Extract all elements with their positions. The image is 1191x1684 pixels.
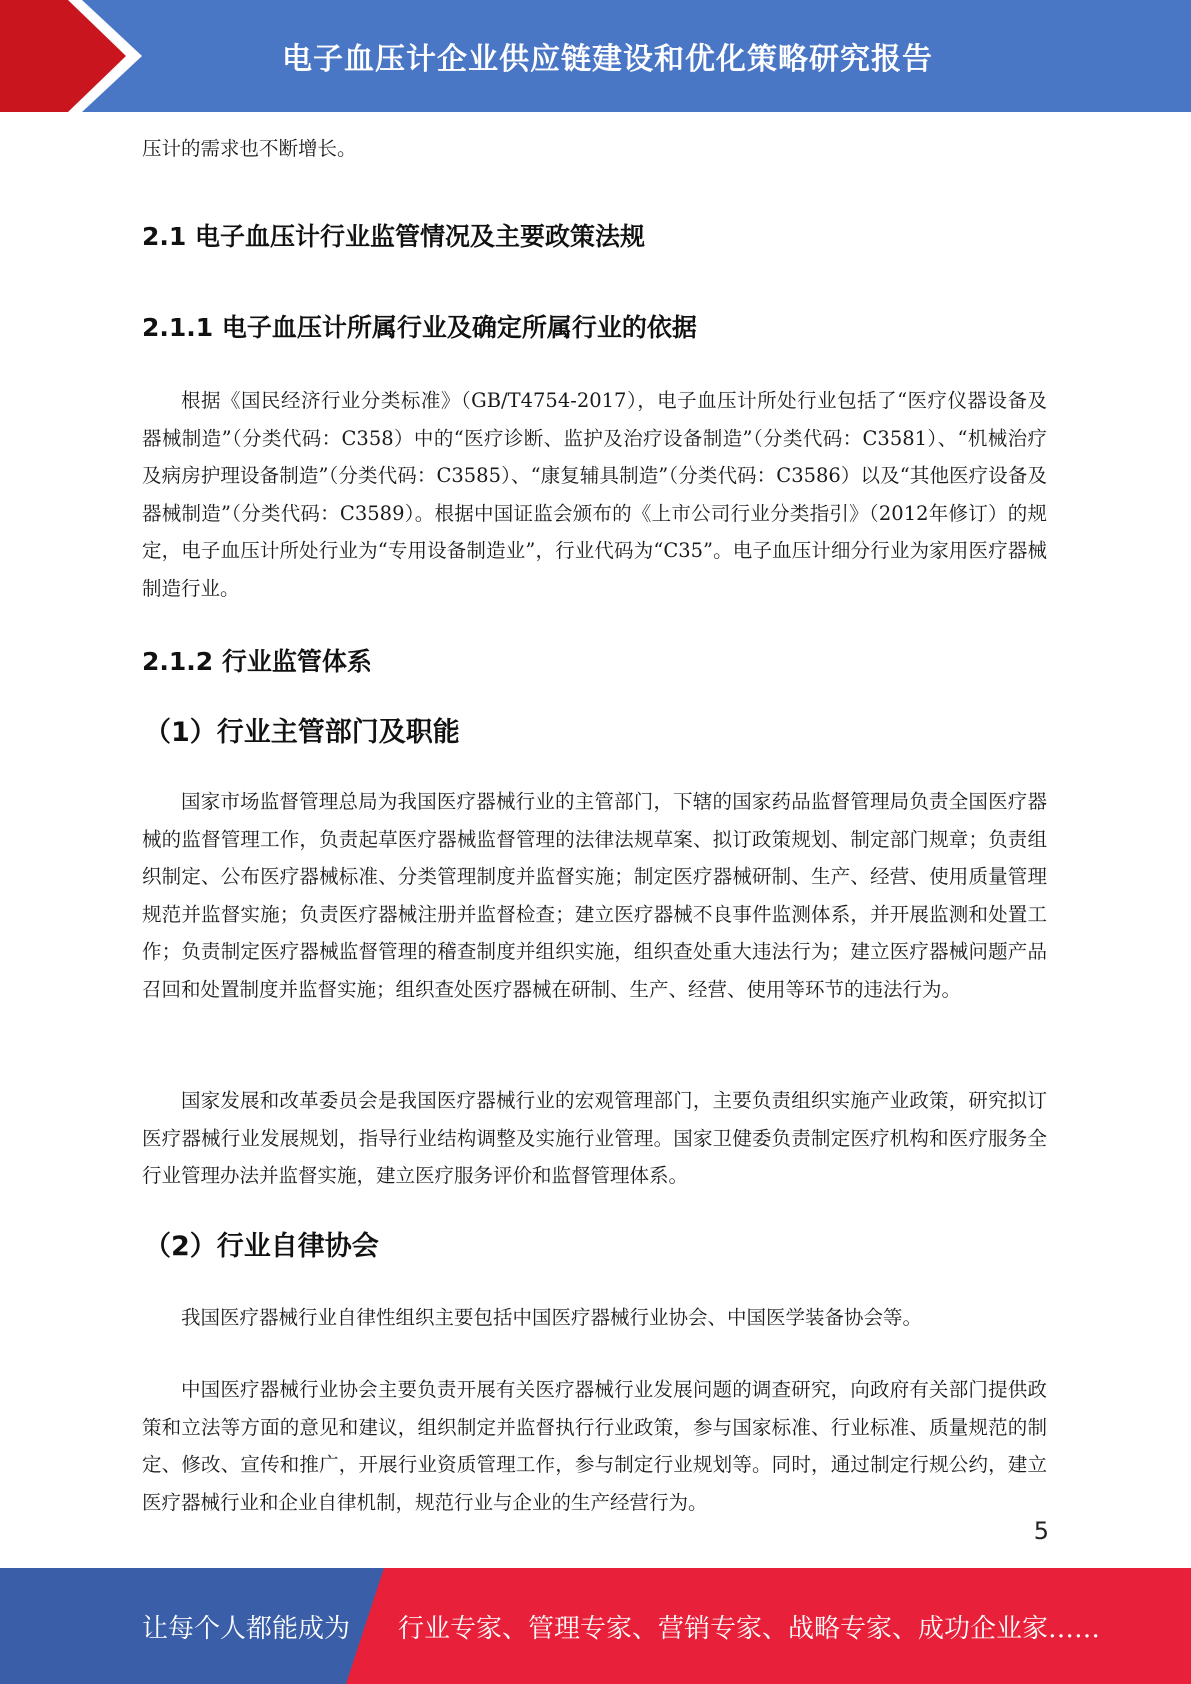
section-heading-2-1-2: 2.1.2 行业监管体系 bbox=[142, 647, 372, 676]
paragraph-associations-intro: 我国医疗器械行业自律性组织主要包括中国医疗器械行业协会、中国医学装备协会等。 bbox=[181, 1306, 923, 1329]
paragraph-authority-ndrc: 国家发展和改革委员会是我国医疗器械行业的宏观管理部门，主要负责组织实施产业政策，研究拟订医疗器械行业发展规划，指导行业结构调整及实施行业管理。国家卫健委负责制定医疗机构和医疗服务全行业管理办法并监督实施，建立医疗服务评价和监督管理体系。 bbox=[142, 1089, 1047, 1188]
continuation-text: 压计的需求也不断增长。 bbox=[142, 137, 357, 160]
paragraph-industry-classification: 根据《国民经济行业分类标准》（GB/T4754-2017），电子血压计所处行业包括了“医疗仪器设备及器械制造”（分类代码：C358）中的“医疗诊断、监护及治疗设备制造”（分类代码：C3581）、“机械治疗及病房护理设备制造”（分类代码：C3585）、“康复辅具制造”（分类代码：C3586）以及“其他医疗设备及器械制造”（分类代码：C3589）。根据中国证监会颁布的《上市公司行业分类指引》（2012年修订）的规定，电子血压计所处行业为“专用设备制造业”，行业代码为“C35”。电子血压计细分行业为家用医疗器械制造行业。 bbox=[142, 389, 1047, 600]
footer-slogan-left: 让每个人都能成为 bbox=[142, 1613, 351, 1644]
page-footer bbox=[0, 1568, 1191, 1684]
page-number: 5 bbox=[1033, 1517, 1049, 1545]
section-heading-2-1-1: 2.1.1 电子血压计所属行业及确定所属行业的依据 bbox=[142, 313, 697, 342]
item-heading-authorities: （1）行业主管部门及职能 bbox=[144, 717, 460, 748]
paragraph-authority-samr: 国家市场监督管理总局为我国医疗器械行业的主管部门，下辖的国家药品监督管理局负责全国医疗器械的监督管理工作，负责起草医疗器械监督管理的法律法规草案、拟订政策规划、制定部门规章；负责组织制定、公布医疗器械标准、分类管理制度并监督实施；制定医疗器械研制、生产、经营、使用质量管理规范并监督实施；负责医疗器械注册并监督检查；建立医疗器械不良事件监测体系，并开展监测和处置工作；负责制定医疗器械监督管理的稽查制度并组织实施，组织查处重大违法行为；建立医疗器械问题产品召回和处置制度并监督实施；组织查处医疗器械在研制、生产、经营、使用等环节的违法行为。 bbox=[142, 790, 1047, 1001]
paragraph-association-duties: 中国医疗器械行业协会主要负责开展有关医疗器械行业发展问题的调查研究，向政府有关部门提供政策和立法等方面的意见和建议，组织制定并监督执行行业政策，参与国家标准、行业标准、质量规范的制定、修改、宣传和推广，开展行业资质管理工作，参与制定行业规划等。同时，通过制定行规公约，建立医疗器械行业和企业自律机制，规范行业与企业的生产经营行为。 bbox=[142, 1378, 1047, 1514]
section-heading-2-1: 2.1 电子血压计行业监管情况及主要政策法规 bbox=[142, 222, 645, 251]
header-title: 电子血压计企业供应链建设和优化策略研究报告 bbox=[282, 42, 933, 77]
footer-slogan-right: 行业专家、管理专家、营销专家、战略专家、成功企业家…… bbox=[398, 1613, 1101, 1644]
page-header bbox=[0, 0, 1191, 112]
item-heading-associations: （2）行业自律协会 bbox=[144, 1231, 379, 1262]
